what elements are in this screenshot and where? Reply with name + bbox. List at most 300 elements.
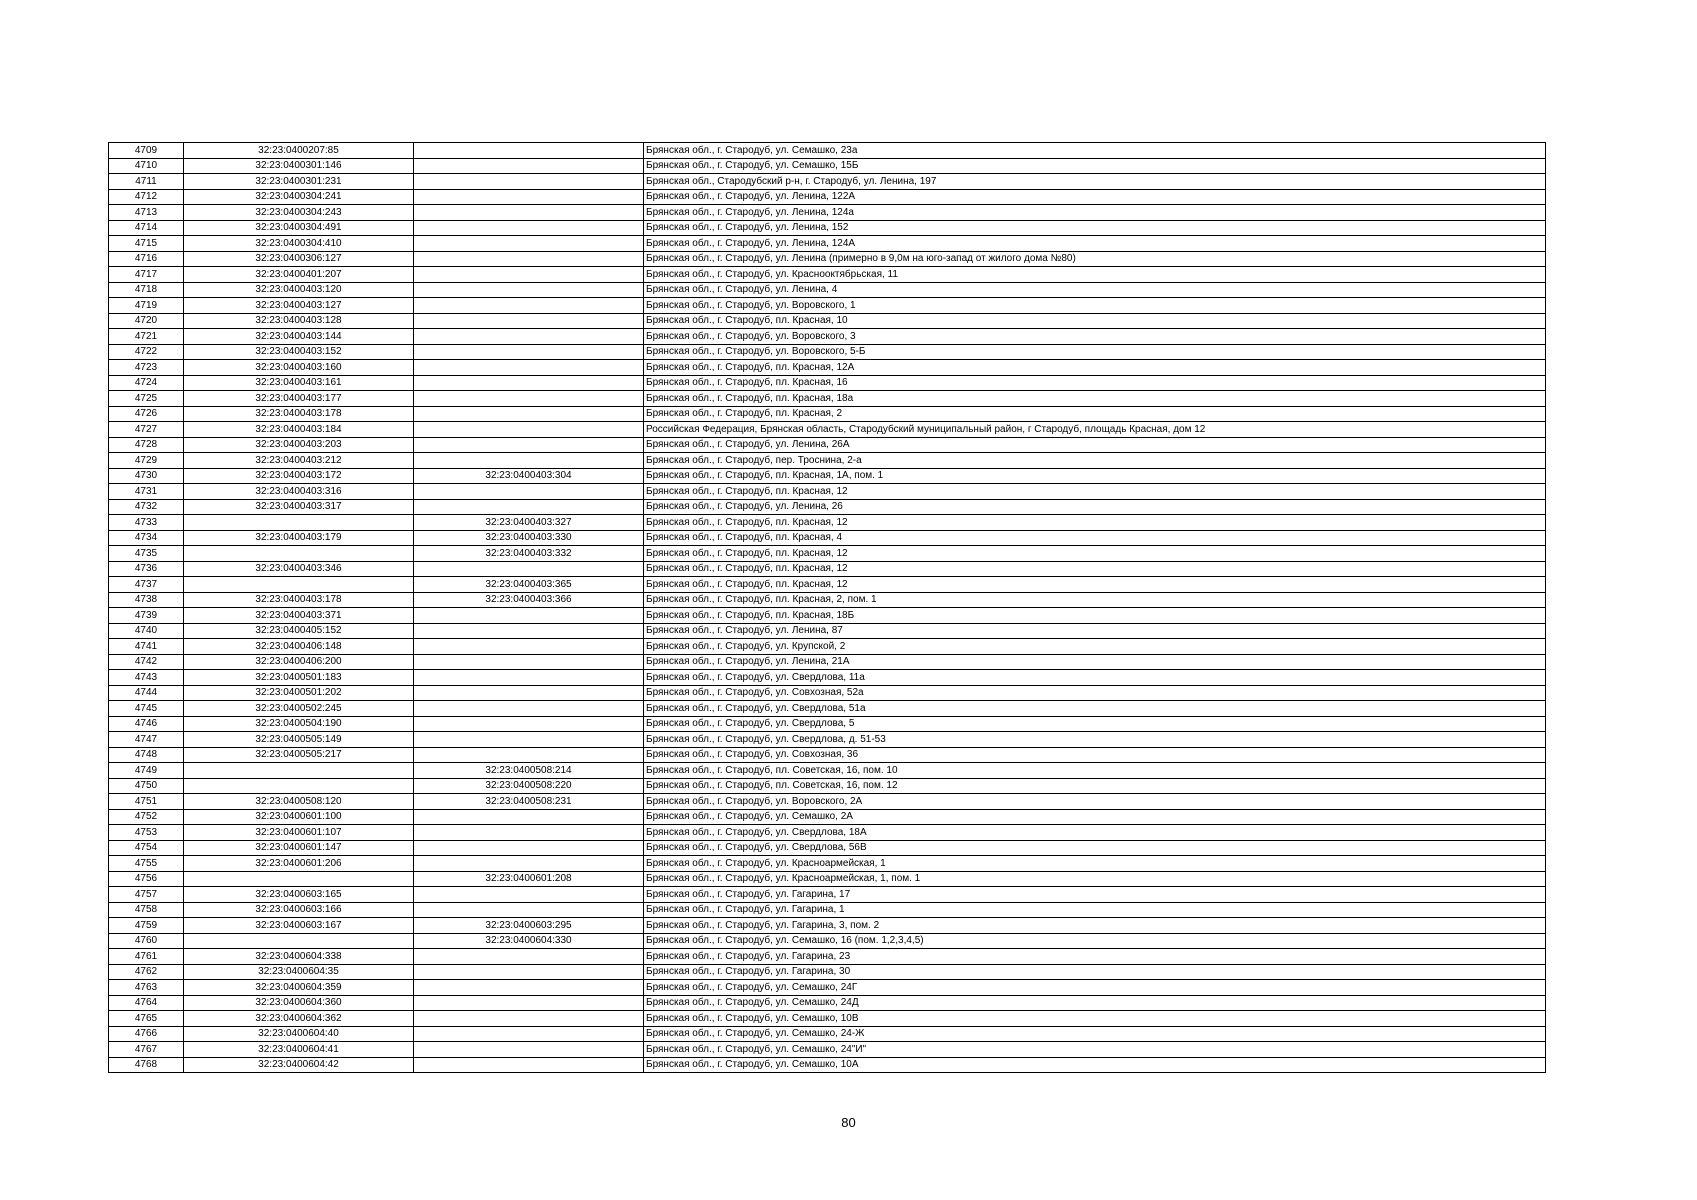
related-cadastral-number-cell: 32:23:0400403:365 — [414, 577, 644, 593]
table-row — [109, 732, 1546, 748]
row-number-cell: 4712 — [109, 189, 184, 205]
row-number-cell: 4719 — [109, 298, 184, 314]
table-row — [109, 747, 1546, 763]
row-number-cell: 4735 — [109, 546, 184, 562]
cadastral-number-cell: 32:23:0400304:410 — [184, 236, 414, 252]
table-row — [109, 918, 1546, 934]
row-number-cell: 4734 — [109, 530, 184, 546]
table-row — [109, 267, 1546, 283]
address-cell: Брянская обл., г. Стародуб, ул. Ленина, 124А — [644, 236, 1546, 252]
cadastral-number-cell: 32:23:0400403:120 — [184, 282, 414, 298]
related-cadastral-number-cell — [414, 158, 644, 174]
row-number-cell: 4756 — [109, 871, 184, 887]
row-number-cell: 4762 — [109, 964, 184, 980]
related-cadastral-number-cell — [414, 344, 644, 360]
related-cadastral-number-cell — [414, 360, 644, 376]
table-row — [109, 670, 1546, 686]
address-cell: Брянская обл., г. Стародуб, пл. Красная, 18а — [644, 391, 1546, 407]
row-number-cell: 4713 — [109, 205, 184, 221]
row-number-cell: 4728 — [109, 437, 184, 453]
table-row — [109, 344, 1546, 360]
related-cadastral-number-cell: 32:23:0400403:327 — [414, 515, 644, 531]
row-number-cell: 4748 — [109, 747, 184, 763]
related-cadastral-number-cell: 32:23:0400603:295 — [414, 918, 644, 934]
address-cell: Брянская обл., г. Стародуб, ул. Ленина, 122А — [644, 189, 1546, 205]
cadastral-number-cell: 32:23:0400601:100 — [184, 809, 414, 825]
row-number-cell: 4761 — [109, 949, 184, 965]
related-cadastral-number-cell — [414, 980, 644, 996]
cadastral-number-cell: 32:23:0400406:148 — [184, 639, 414, 655]
cadastral-number-cell: 32:23:0400304:243 — [184, 205, 414, 221]
address-cell: Брянская обл., г. Стародуб, ул. Свердлова, д. 51-53 — [644, 732, 1546, 748]
row-number-cell: 4766 — [109, 1026, 184, 1042]
related-cadastral-number-cell — [414, 809, 644, 825]
related-cadastral-number-cell — [414, 189, 644, 205]
table-row — [109, 143, 1546, 159]
related-cadastral-number-cell — [414, 1057, 644, 1073]
related-cadastral-number-cell — [414, 670, 644, 686]
related-cadastral-number-cell — [414, 964, 644, 980]
row-number-cell: 4753 — [109, 825, 184, 841]
table-row — [109, 995, 1546, 1011]
address-cell: Брянская обл., г. Стародуб, ул. Семашко, 24Д — [644, 995, 1546, 1011]
row-number-cell: 4765 — [109, 1011, 184, 1027]
related-cadastral-number-cell — [414, 608, 644, 624]
table-row — [109, 623, 1546, 639]
table-row — [109, 794, 1546, 810]
related-cadastral-number-cell — [414, 995, 644, 1011]
address-cell: Брянская обл., Стародубский р-н, г. Стародуб, ул. Ленина, 197 — [644, 174, 1546, 190]
row-number-cell: 4727 — [109, 422, 184, 438]
cadastral-number-cell: 32:23:0400306:127 — [184, 251, 414, 267]
table-row — [109, 391, 1546, 407]
row-number-cell: 4714 — [109, 220, 184, 236]
table-row — [109, 701, 1546, 717]
row-number-cell: 4725 — [109, 391, 184, 407]
table-row — [109, 1026, 1546, 1042]
row-number-cell: 4715 — [109, 236, 184, 252]
related-cadastral-number-cell — [414, 437, 644, 453]
related-cadastral-number-cell: 32:23:0400403:366 — [414, 592, 644, 608]
row-number-cell: 4755 — [109, 856, 184, 872]
address-cell: Брянская обл., г. Стародуб, ул. Свердлова, 18А — [644, 825, 1546, 841]
related-cadastral-number-cell: 32:23:0400508:220 — [414, 778, 644, 794]
related-cadastral-number-cell — [414, 685, 644, 701]
table-row — [109, 546, 1546, 562]
cadastral-number-cell: 32:23:0400501:202 — [184, 685, 414, 701]
related-cadastral-number-cell — [414, 825, 644, 841]
address-cell: Брянская обл., г. Стародуб, ул. Семашко, 16 (пом. 1,2,3,4,5) — [644, 933, 1546, 949]
address-cell: Брянская обл., г. Стародуб, ул. Ленина, 26 — [644, 499, 1546, 515]
row-number-cell: 4731 — [109, 484, 184, 500]
table-row — [109, 174, 1546, 190]
address-cell: Брянская обл., г. Стародуб, ул. Семашко, 10В — [644, 1011, 1546, 1027]
table-row — [109, 639, 1546, 655]
row-number-cell: 4747 — [109, 732, 184, 748]
table-row — [109, 515, 1546, 531]
address-cell: Брянская обл., г. Стародуб, ул. Воровского, 1 — [644, 298, 1546, 314]
row-number-cell: 4739 — [109, 608, 184, 624]
related-cadastral-number-cell — [414, 949, 644, 965]
table-row — [109, 685, 1546, 701]
row-number-cell: 4751 — [109, 794, 184, 810]
related-cadastral-number-cell — [414, 639, 644, 655]
row-number-cell: 4744 — [109, 685, 184, 701]
address-cell: Брянская обл., г. Стародуб, пл. Красная, 12 — [644, 484, 1546, 500]
row-number-cell: 4724 — [109, 375, 184, 391]
row-number-cell: 4757 — [109, 887, 184, 903]
address-cell: Брянская обл., г. Стародуб, пл. Красная, 4 — [644, 530, 1546, 546]
address-cell: Брянская обл., г. Стародуб, пл. Красная, 1А, пом. 1 — [644, 468, 1546, 484]
row-number-cell: 4710 — [109, 158, 184, 174]
cadastral-number-cell: 32:23:0400505:217 — [184, 747, 414, 763]
address-cell: Брянская обл., г. Стародуб, пл. Советская, 16, пом. 12 — [644, 778, 1546, 794]
row-number-cell: 4767 — [109, 1042, 184, 1058]
related-cadastral-number-cell — [414, 484, 644, 500]
address-cell: Брянская обл., г. Стародуб, ул. Совхозная, 52а — [644, 685, 1546, 701]
row-number-cell: 4750 — [109, 778, 184, 794]
related-cadastral-number-cell — [414, 1042, 644, 1058]
related-cadastral-number-cell — [414, 220, 644, 236]
address-cell: Брянская обл., г. Стародуб, ул. Ленина, 21А — [644, 654, 1546, 670]
address-cell: Брянская обл., г. Стародуб, пл. Красная, 12 — [644, 546, 1546, 562]
address-cell: Брянская обл., г. Стародуб, ул. Ленина, 152 — [644, 220, 1546, 236]
address-cell: Брянская обл., г. Стародуб, ул. Крупской, 2 — [644, 639, 1546, 655]
address-cell: Брянская обл., г. Стародуб, пл. Красная, 18Б — [644, 608, 1546, 624]
table-row — [109, 825, 1546, 841]
address-cell: Брянская обл., г. Стародуб, ул. Свердлова, 5 — [644, 716, 1546, 732]
cadastral-number-cell: 32:23:0400604:41 — [184, 1042, 414, 1058]
cadastral-number-cell: 32:23:0400601:147 — [184, 840, 414, 856]
related-cadastral-number-cell — [414, 329, 644, 345]
address-cell: Брянская обл., г. Стародуб, ул. Семашко, 24"И" — [644, 1042, 1546, 1058]
table-row — [109, 205, 1546, 221]
cadastral-number-cell: 32:23:0400403:317 — [184, 499, 414, 515]
cadastral-number-cell: 32:23:0400403:316 — [184, 484, 414, 500]
related-cadastral-number-cell — [414, 453, 644, 469]
cadastral-number-cell: 32:23:0400403:178 — [184, 406, 414, 422]
address-cell: Брянская обл., г. Стародуб, ул. Совхозная, 36 — [644, 747, 1546, 763]
address-cell: Брянская обл., г. Стародуб, ул. Ленина (примерно в 9,0м на юго-запад от жилого дома №80) — [644, 251, 1546, 267]
table-row — [109, 360, 1546, 376]
cadastral-number-cell: 32:23:0400301:146 — [184, 158, 414, 174]
cadastral-number-cell — [184, 577, 414, 593]
address-cell: Брянская обл., г. Стародуб, ул. Ленина, 124а — [644, 205, 1546, 221]
related-cadastral-number-cell — [414, 251, 644, 267]
related-cadastral-number-cell — [414, 313, 644, 329]
address-cell: Брянская обл., г. Стародуб, пл. Красная, 12А — [644, 360, 1546, 376]
cadastral-number-cell: 32:23:0400403:179 — [184, 530, 414, 546]
row-number-cell: 4752 — [109, 809, 184, 825]
address-cell: Брянская обл., г. Стародуб, пл. Красная, 12 — [644, 515, 1546, 531]
row-number-cell: 4729 — [109, 453, 184, 469]
address-cell: Брянская обл., г. Стародуб, ул. Свердлова, 51а — [644, 701, 1546, 717]
table-row — [109, 1042, 1546, 1058]
address-cell: Брянская обл., г. Стародуб, ул. Краснооктябрьская, 11 — [644, 267, 1546, 283]
cadastral-number-cell: 32:23:0400403:161 — [184, 375, 414, 391]
related-cadastral-number-cell — [414, 902, 644, 918]
address-cell: Российская Федерация, Брянская область, Стародубский муниципальный район, г Стародуб, площадь Красная, дом 12 — [644, 422, 1546, 438]
row-number-cell: 4759 — [109, 918, 184, 934]
address-cell: Брянская обл., г. Стародуб, ул. Воровского, 2А — [644, 794, 1546, 810]
related-cadastral-number-cell — [414, 701, 644, 717]
cadastral-number-cell: 32:23:0400604:360 — [184, 995, 414, 1011]
related-cadastral-number-cell: 32:23:0400604:330 — [414, 933, 644, 949]
table-row — [109, 251, 1546, 267]
table-row — [109, 608, 1546, 624]
related-cadastral-number-cell: 32:23:0400403:330 — [414, 530, 644, 546]
row-number-cell: 4745 — [109, 701, 184, 717]
cadastral-number-cell: 32:23:0400403:178 — [184, 592, 414, 608]
cadastral-number-cell — [184, 871, 414, 887]
related-cadastral-number-cell — [414, 840, 644, 856]
table-row — [109, 902, 1546, 918]
address-cell: Брянская обл., г. Стародуб, ул. Ленина, 87 — [644, 623, 1546, 639]
related-cadastral-number-cell — [414, 1011, 644, 1027]
row-number-cell: 4736 — [109, 561, 184, 577]
table-row — [109, 1057, 1546, 1073]
cadastral-number-cell: 32:23:0400603:165 — [184, 887, 414, 903]
cadastral-number-cell: 32:23:0400403:212 — [184, 453, 414, 469]
related-cadastral-number-cell: 32:23:0400403:304 — [414, 468, 644, 484]
cadastral-number-cell: 32:23:0400604:40 — [184, 1026, 414, 1042]
table-row — [109, 375, 1546, 391]
cadastral-number-cell: 32:23:0400504:190 — [184, 716, 414, 732]
cadastral-number-cell: 32:23:0400501:183 — [184, 670, 414, 686]
row-number-cell: 4726 — [109, 406, 184, 422]
row-number-cell: 4723 — [109, 360, 184, 376]
row-number-cell: 4758 — [109, 902, 184, 918]
table-row — [109, 577, 1546, 593]
table-row — [109, 933, 1546, 949]
cadastral-number-cell — [184, 763, 414, 779]
row-number-cell: 4742 — [109, 654, 184, 670]
address-cell: Брянская обл., г. Стародуб, ул. Семашко, 24-Ж — [644, 1026, 1546, 1042]
address-cell: Брянская обл., г. Стародуб, ул. Семашко, 2А — [644, 809, 1546, 825]
table-row — [109, 313, 1546, 329]
cadastral-number-cell: 32:23:0400505:149 — [184, 732, 414, 748]
table-row — [109, 763, 1546, 779]
table-row — [109, 964, 1546, 980]
table-row — [109, 437, 1546, 453]
row-number-cell: 4717 — [109, 267, 184, 283]
address-cell: Брянская обл., г. Стародуб, ул. Свердлова, 11а — [644, 670, 1546, 686]
table-row — [109, 453, 1546, 469]
row-number-cell: 4711 — [109, 174, 184, 190]
cadastral-number-cell: 32:23:0400301:231 — [184, 174, 414, 190]
row-number-cell: 4720 — [109, 313, 184, 329]
row-number-cell: 4716 — [109, 251, 184, 267]
cadastral-number-cell: 32:23:0400403:160 — [184, 360, 414, 376]
related-cadastral-number-cell — [414, 732, 644, 748]
table-row — [109, 422, 1546, 438]
cadastral-number-cell — [184, 515, 414, 531]
row-number-cell: 4760 — [109, 933, 184, 949]
cadastral-number-cell: 32:23:0400403:172 — [184, 468, 414, 484]
related-cadastral-number-cell — [414, 236, 644, 252]
cadastral-number-cell: 32:23:0400403:346 — [184, 561, 414, 577]
related-cadastral-number-cell — [414, 282, 644, 298]
cadastral-number-cell: 32:23:0400403:152 — [184, 344, 414, 360]
row-number-cell: 4718 — [109, 282, 184, 298]
related-cadastral-number-cell — [414, 887, 644, 903]
table-row — [109, 282, 1546, 298]
table-row — [109, 809, 1546, 825]
table-row — [109, 484, 1546, 500]
row-number-cell: 4730 — [109, 468, 184, 484]
table-row — [109, 949, 1546, 965]
address-cell: Брянская обл., г. Стародуб, ул. Красноармейская, 1 — [644, 856, 1546, 872]
related-cadastral-number-cell — [414, 391, 644, 407]
registry-table — [108, 142, 1546, 1073]
table-row — [109, 236, 1546, 252]
table-row — [109, 329, 1546, 345]
address-cell: Брянская обл., г. Стародуб, пл. Советская, 16, пом. 10 — [644, 763, 1546, 779]
table-row — [109, 158, 1546, 174]
table-row — [109, 189, 1546, 205]
cadastral-number-cell: 32:23:0400603:166 — [184, 902, 414, 918]
address-cell: Брянская обл., г. Стародуб, ул. Семашко, 24Г — [644, 980, 1546, 996]
address-cell: Брянская обл., г. Стародуб, ул. Свердлова, 56В — [644, 840, 1546, 856]
table-row — [109, 840, 1546, 856]
cadastral-number-cell: 32:23:0400207:85 — [184, 143, 414, 159]
related-cadastral-number-cell — [414, 375, 644, 391]
address-cell: Брянская обл., г. Стародуб, пл. Красная, 2, пом. 1 — [644, 592, 1546, 608]
related-cadastral-number-cell — [414, 856, 644, 872]
row-number-cell: 4740 — [109, 623, 184, 639]
cadastral-number-cell — [184, 546, 414, 562]
related-cadastral-number-cell — [414, 561, 644, 577]
row-number-cell: 4763 — [109, 980, 184, 996]
related-cadastral-number-cell: 32:23:0400508:231 — [414, 794, 644, 810]
address-cell: Брянская обл., г. Стародуб, пл. Красная, 12 — [644, 577, 1546, 593]
address-cell: Брянская обл., г. Стародуб, ул. Семашко, 23а — [644, 143, 1546, 159]
cadastral-number-cell: 32:23:0400304:491 — [184, 220, 414, 236]
table-row — [109, 406, 1546, 422]
row-number-cell: 4732 — [109, 499, 184, 515]
cadastral-number-cell: 32:23:0400601:206 — [184, 856, 414, 872]
related-cadastral-number-cell — [414, 422, 644, 438]
cadastral-number-cell: 32:23:0400601:107 — [184, 825, 414, 841]
table-row — [109, 561, 1546, 577]
row-number-cell: 4749 — [109, 763, 184, 779]
table-row — [109, 778, 1546, 794]
row-number-cell: 4743 — [109, 670, 184, 686]
registry-table-body — [109, 143, 1546, 1073]
row-number-cell: 4709 — [109, 143, 184, 159]
cadastral-number-cell: 32:23:0400403:371 — [184, 608, 414, 624]
cadastral-number-cell: 32:23:0400403:128 — [184, 313, 414, 329]
address-cell: Брянская обл., г. Стародуб, пл. Красная, 16 — [644, 375, 1546, 391]
row-number-cell: 4722 — [109, 344, 184, 360]
address-cell: Брянская обл., г. Стародуб, ул. Красноармейская, 1, пом. 1 — [644, 871, 1546, 887]
row-number-cell: 4721 — [109, 329, 184, 345]
address-cell: Брянская обл., г. Стародуб, ул. Ленина, 4 — [644, 282, 1546, 298]
cadastral-number-cell: 32:23:0400604:35 — [184, 964, 414, 980]
table-row — [109, 499, 1546, 515]
cadastral-number-cell: 32:23:0400405:152 — [184, 623, 414, 639]
cadastral-number-cell: 32:23:0400304:241 — [184, 189, 414, 205]
table-row — [109, 468, 1546, 484]
table-row — [109, 716, 1546, 732]
address-cell: Брянская обл., г. Стародуб, ул. Гагарина, 1 — [644, 902, 1546, 918]
row-number-cell: 4741 — [109, 639, 184, 655]
address-cell: Брянская обл., г. Стародуб, ул. Гагарина, 23 — [644, 949, 1546, 965]
address-cell: Брянская обл., г. Стародуб, пл. Красная, 10 — [644, 313, 1546, 329]
row-number-cell: 4738 — [109, 592, 184, 608]
related-cadastral-number-cell — [414, 654, 644, 670]
address-cell: Брянская обл., г. Стародуб, пл. Красная, 12 — [644, 561, 1546, 577]
table-row — [109, 1011, 1546, 1027]
cadastral-number-cell: 32:23:0400603:167 — [184, 918, 414, 934]
page-number: 80 — [841, 1115, 856, 1130]
address-cell: Брянская обл., г. Стародуб, ул. Воровского, 5-Б — [644, 344, 1546, 360]
cadastral-number-cell: 32:23:0400403:184 — [184, 422, 414, 438]
related-cadastral-number-cell — [414, 623, 644, 639]
cadastral-number-cell: 32:23:0400403:144 — [184, 329, 414, 345]
row-number-cell: 4754 — [109, 840, 184, 856]
related-cadastral-number-cell: 32:23:0400508:214 — [414, 763, 644, 779]
cadastral-number-cell: 32:23:0400403:127 — [184, 298, 414, 314]
related-cadastral-number-cell — [414, 298, 644, 314]
address-cell: Брянская обл., г. Стародуб, ул. Семашко, 10А — [644, 1057, 1546, 1073]
related-cadastral-number-cell — [414, 267, 644, 283]
cadastral-number-cell: 32:23:0400604:362 — [184, 1011, 414, 1027]
cadastral-number-cell: 32:23:0400403:203 — [184, 437, 414, 453]
address-cell: Брянская обл., г. Стародуб, пл. Красная, 2 — [644, 406, 1546, 422]
cadastral-number-cell: 32:23:0400406:200 — [184, 654, 414, 670]
related-cadastral-number-cell — [414, 174, 644, 190]
address-cell: Брянская обл., г. Стародуб, ул. Семашко, 15Б — [644, 158, 1546, 174]
address-cell: Брянская обл., г. Стародуб, ул. Воровского, 3 — [644, 329, 1546, 345]
row-number-cell: 4737 — [109, 577, 184, 593]
cadastral-number-cell: 32:23:0400604:338 — [184, 949, 414, 965]
table-row — [109, 871, 1546, 887]
row-number-cell: 4768 — [109, 1057, 184, 1073]
address-cell: Брянская обл., г. Стародуб, ул. Гагарина, 17 — [644, 887, 1546, 903]
table-row — [109, 220, 1546, 236]
cadastral-number-cell: 32:23:0400502:245 — [184, 701, 414, 717]
cadastral-number-cell — [184, 933, 414, 949]
address-cell: Брянская обл., г. Стародуб, ул. Ленина, 26А — [644, 437, 1546, 453]
related-cadastral-number-cell — [414, 406, 644, 422]
row-number-cell: 4733 — [109, 515, 184, 531]
related-cadastral-number-cell — [414, 747, 644, 763]
related-cadastral-number-cell: 32:23:0400403:332 — [414, 546, 644, 562]
address-cell: Брянская обл., г. Стародуб, пер. Троснина, 2-а — [644, 453, 1546, 469]
cadastral-number-cell: 32:23:0400604:359 — [184, 980, 414, 996]
cadastral-number-cell — [184, 778, 414, 794]
related-cadastral-number-cell: 32:23:0400601:208 — [414, 871, 644, 887]
related-cadastral-number-cell — [414, 499, 644, 515]
table-row — [109, 530, 1546, 546]
related-cadastral-number-cell — [414, 205, 644, 221]
table-row — [109, 856, 1546, 872]
table-row — [109, 887, 1546, 903]
table-row — [109, 592, 1546, 608]
address-cell: Брянская обл., г. Стародуб, ул. Гагарина, 30 — [644, 964, 1546, 980]
cadastral-number-cell: 32:23:0400401:207 — [184, 267, 414, 283]
related-cadastral-number-cell — [414, 716, 644, 732]
row-number-cell: 4746 — [109, 716, 184, 732]
address-cell: Брянская обл., г. Стародуб, ул. Гагарина, 3, пом. 2 — [644, 918, 1546, 934]
table-row — [109, 298, 1546, 314]
cadastral-number-cell: 32:23:0400604:42 — [184, 1057, 414, 1073]
cadastral-number-cell: 32:23:0400403:177 — [184, 391, 414, 407]
row-number-cell: 4764 — [109, 995, 184, 1011]
table-row — [109, 654, 1546, 670]
cadastral-number-cell: 32:23:0400508:120 — [184, 794, 414, 810]
